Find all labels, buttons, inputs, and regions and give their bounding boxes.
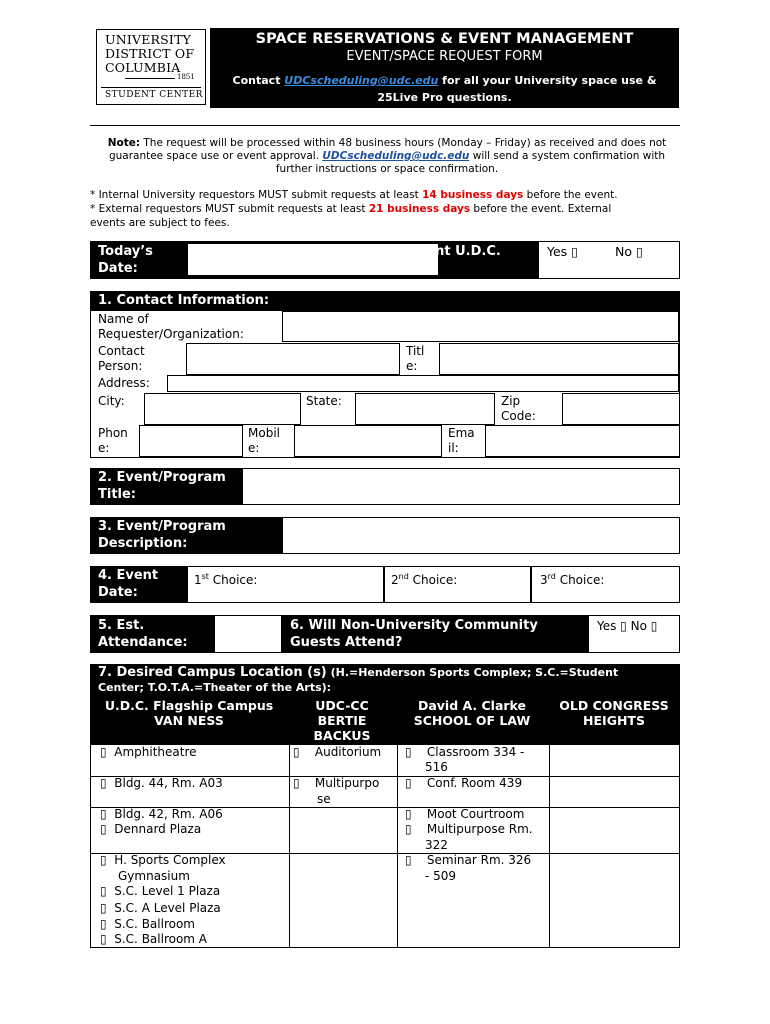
location-label: Auditorium — [314, 745, 382, 759]
backus-header — [288, 698, 396, 743]
note-email-link[interactable]: UDCscheduling@udc.edu — [322, 150, 470, 162]
affiliated-label-1: Is This Event U.D.C. — [357, 244, 501, 259]
event-title-input[interactable] — [242, 468, 680, 505]
backus-header-1: UDC-CC — [315, 698, 369, 713]
law-item-continued: 322 — [425, 838, 448, 852]
location-label: Dennard Plaza — [114, 822, 202, 836]
affiliated-no-label: No — [615, 244, 636, 259]
old-congress-header — [548, 698, 680, 728]
event-description-label-2: Description: — [98, 536, 188, 551]
old-congress-header-2: HEIGHTS — [583, 713, 645, 728]
checkbox-icon[interactable]: ▯ — [293, 745, 300, 759]
checkbox-icon[interactable]: ▯ — [405, 807, 412, 821]
guests-label-2: Guests Attend? — [290, 635, 403, 650]
guests-options[interactable] — [588, 615, 680, 653]
affiliated-no-option[interactable] — [615, 243, 643, 260]
contact-section-body — [90, 310, 680, 458]
location-label: S.C. A Level Plaza — [114, 901, 221, 915]
location-label: Amphitheatre — [114, 745, 197, 759]
logo-year: 1851 — [177, 73, 195, 81]
choice-3-num: 3 — [540, 573, 548, 587]
external-prefix: * External requestors MUST submit requests at least — [90, 203, 369, 215]
checkbox-icon[interactable]: ▯ — [100, 822, 107, 836]
backus-header-2: BERTIE — [317, 713, 367, 728]
location-label: Multipurpo — [314, 776, 380, 790]
contact-line-2: 25Live Pro questions. — [377, 91, 512, 104]
note-text-1: The request will be processed within 48 business hours (Monday – Friday) as received and does not guarantee space use or event approval. — [108, 137, 667, 162]
location-label: Classroom 334 - — [426, 745, 525, 759]
note-text-2: will send a system confirmation with further instructions or space confirmation. — [275, 150, 666, 175]
location-section-note: (H.=Henderson Sports Complex; S.C.=Student — [326, 666, 619, 679]
checkbox-icon[interactable]: ▯ — [405, 822, 412, 836]
logo-student-center: STUDENT CENTER — [105, 90, 203, 100]
zip-label-2: Code: — [501, 409, 536, 423]
backus-header-3: BACKUS — [313, 728, 371, 743]
internal-requirement — [90, 189, 680, 203]
backus-item-continued: se — [317, 792, 331, 806]
location-label: Bldg. 42, Rm. A06 — [114, 807, 223, 821]
checkbox-icon[interactable]: ▯ — [100, 807, 107, 821]
location-label: Bldg. 44, Rm. A03 — [114, 776, 223, 790]
header-divider — [90, 125, 680, 126]
choice-2-sup: nd — [398, 572, 409, 581]
van-ness-item[interactable] — [100, 901, 221, 917]
external-suffix: before the event. External — [470, 203, 612, 215]
mobile-input[interactable] — [294, 425, 442, 457]
internal-prefix: * Internal University requestors MUST submit requests at least — [90, 189, 423, 201]
logo-line-1: UNIVERSITY — [105, 32, 192, 47]
state-input[interactable] — [355, 393, 495, 425]
mobile-label — [248, 426, 280, 456]
choice-2-text: Choice: — [408, 573, 458, 587]
logo-rule — [125, 78, 175, 79]
event-date-label — [98, 567, 158, 601]
affiliated-label — [357, 243, 501, 277]
event-date-label-2: Date: — [98, 585, 138, 600]
internal-suffix: before the event. — [523, 189, 618, 201]
choice-1-num: 1 — [194, 573, 202, 587]
checkbox-icon[interactable]: ▯ — [405, 853, 412, 867]
attendance-label — [98, 617, 188, 651]
attendance-row — [90, 615, 680, 653]
city-label: City: — [98, 394, 125, 408]
guests-label — [290, 617, 538, 651]
date-choice-3-label — [540, 568, 604, 589]
location-section-header — [90, 664, 680, 696]
title-label-2: e: — [406, 359, 418, 373]
van-ness-header-1: U.D.C. Flagship Campus — [104, 698, 274, 713]
attendance-input[interactable] — [214, 615, 282, 653]
header-band — [210, 28, 679, 108]
address-label: Address: — [98, 376, 150, 390]
contact-section-header — [90, 291, 680, 310]
checkbox-icon[interactable]: ▯ — [405, 776, 412, 790]
external-requirement — [90, 203, 680, 230]
event-description-input[interactable] — [282, 517, 680, 554]
checkbox-icon[interactable]: ▯ — [405, 745, 412, 759]
phone-label — [98, 426, 128, 456]
law-item-continued: - 509 — [425, 869, 457, 883]
title-label — [406, 344, 424, 374]
law-item[interactable] — [405, 853, 531, 869]
location-label: S.C. Level 1 Plaza — [114, 884, 221, 898]
location-label: S.C. Ballroom A — [114, 932, 208, 946]
location-column-headers — [90, 696, 680, 745]
checkbox-icon[interactable]: ▯ — [100, 776, 107, 790]
law-item[interactable] — [405, 822, 533, 838]
date-choice-1-label — [194, 568, 257, 589]
event-title-row — [90, 468, 680, 505]
date-choice-1[interactable] — [187, 566, 384, 603]
affiliated-no-checkbox[interactable]: ▯ — [635, 244, 643, 259]
event-title-label — [98, 469, 226, 503]
checkbox-icon[interactable]: ▯ — [100, 745, 107, 759]
affiliated-yes-label: Yes — [547, 244, 572, 259]
contact-line — [210, 72, 679, 106]
law-header — [396, 698, 548, 728]
attendance-label-1: 5. Est. — [98, 618, 145, 633]
form-main-title: SPACE RESERVATIONS & EVENT MANAGEMENT — [255, 31, 634, 47]
name-label-1: Name of — [98, 312, 149, 326]
law-header-1: David A. Clarke — [417, 698, 527, 713]
affiliated-yes-option[interactable] — [547, 243, 578, 260]
name-label — [98, 312, 244, 342]
name-label-2: Requester/Organization: — [98, 327, 244, 341]
external-line-2: events are subject to fees. — [90, 216, 230, 229]
contact-section-title: 1. Contact Information: — [98, 293, 270, 308]
phone-label-2: e: — [98, 441, 110, 455]
contact-person-label-2: Person: — [98, 359, 143, 373]
van-ness-item[interactable] — [100, 776, 223, 792]
van-ness-item[interactable] — [100, 884, 220, 900]
old-congress-header-1: OLD CONGRESS — [559, 698, 669, 713]
law-item[interactable] — [405, 745, 524, 761]
zip-input[interactable] — [562, 393, 679, 425]
processing-note — [92, 137, 682, 176]
internal-days: 14 business days — [422, 189, 524, 201]
mobile-label-2: e: — [248, 441, 260, 455]
guests-label-1: 6. Will Non-University Community — [290, 618, 538, 633]
law-item[interactable] — [405, 776, 522, 792]
location-section-title: 7. Desired Campus Location (s) — [98, 665, 327, 680]
van-ness-item[interactable] — [100, 932, 207, 948]
location-label: Seminar Rm. 326 — [426, 853, 532, 867]
event-title-label-1: 2. Event/Program — [98, 470, 226, 485]
email-label-2: il: — [448, 441, 459, 455]
checkbox-icon[interactable]: ▯ — [100, 884, 107, 898]
event-title-label-2: Title: — [98, 487, 137, 502]
van-ness-item-continued: Gymnasium — [118, 869, 190, 883]
law-item[interactable] — [405, 807, 524, 823]
phone-label-1: Phon — [98, 426, 128, 440]
contact-suffix: for all your University space use & — [438, 74, 657, 87]
logo-divider — [101, 87, 201, 88]
checkbox-icon[interactable]: ▯ — [293, 776, 300, 790]
event-description-label-1: 3. Event/Program — [98, 519, 226, 534]
external-days: 21 business days — [368, 203, 471, 215]
guests-yes-no[interactable]: Yes ▯ No ▯ — [597, 619, 658, 633]
state-label: State: — [306, 394, 342, 408]
affiliated-options — [538, 241, 680, 279]
van-ness-item[interactable] — [100, 822, 201, 838]
date-choice-2-label — [391, 568, 457, 589]
event-description-row — [90, 517, 680, 554]
todays-date-label — [98, 243, 153, 277]
affiliated-label-2: Affiliated? — [357, 261, 432, 276]
phone-input[interactable] — [139, 425, 243, 457]
event-description-label — [98, 518, 226, 552]
zip-label — [501, 394, 536, 424]
contact-prefix: Contact — [232, 74, 285, 87]
form-subtitle: EVENT/SPACE REQUEST FORM — [346, 49, 543, 64]
email-label-1: Ema — [448, 426, 475, 440]
van-ness-item[interactable] — [100, 853, 226, 869]
law-header-2: SCHOOL OF LAW — [413, 713, 531, 728]
checkbox-icon[interactable]: ▯ — [100, 932, 107, 946]
date-affiliation-row — [90, 241, 680, 279]
scheduling-email-link[interactable]: UDCscheduling@udc.edu — [284, 74, 439, 87]
zip-label-1: Zip — [501, 394, 521, 408]
backus-item[interactable] — [293, 776, 379, 792]
logo-line-2: DISTRICT OF — [105, 46, 195, 61]
event-date-label-1: 4. Event — [98, 568, 159, 583]
location-label: Moot Courtroom — [426, 807, 525, 821]
checkbox-icon[interactable]: ▯ — [100, 853, 107, 867]
city-input[interactable] — [144, 393, 301, 425]
location-section-note-2: Center; T.O.T.A.=Theater of the Arts): — [98, 681, 332, 694]
law-item-continued: 516 — [425, 760, 448, 774]
location-label: S.C. Ballroom — [114, 917, 195, 931]
event-date-row — [90, 566, 680, 603]
choice-3-sup: rd — [547, 572, 556, 581]
note-label: Note: — [107, 137, 141, 149]
checkbox-icon[interactable]: ▯ — [100, 917, 107, 931]
requester-name-input[interactable] — [282, 311, 679, 342]
contact-person-label-1: Contact — [98, 344, 145, 358]
checkbox-icon[interactable]: ▯ — [100, 901, 107, 915]
location-label: Multipurpose Rm. — [426, 822, 533, 836]
email-label — [448, 426, 475, 456]
van-ness-item[interactable] — [100, 807, 223, 823]
choice-1-sup: st — [201, 572, 209, 581]
affiliated-yes-checkbox[interactable]: ▯ — [571, 244, 579, 259]
contact-person-label — [98, 344, 145, 374]
logo-line-3: COLUMBIA — [105, 60, 181, 75]
van-ness-item[interactable] — [100, 745, 197, 761]
title-input[interactable] — [439, 343, 679, 375]
location-section-title-block — [98, 665, 618, 695]
mobile-label-1: Mobil — [248, 426, 280, 440]
choice-1-text: Choice: — [208, 573, 258, 587]
van-ness-header — [90, 698, 288, 728]
date-choice-3[interactable] — [531, 566, 680, 603]
location-label: Conf. Room 439 — [426, 776, 523, 790]
university-logo — [96, 29, 206, 105]
choice-3-text: Choice: — [555, 573, 605, 587]
contact-person-input[interactable] — [186, 343, 400, 375]
van-ness-item[interactable] — [100, 917, 195, 933]
email-input[interactable] — [485, 425, 680, 457]
title-label-1: Titl — [406, 344, 425, 358]
date-choice-2[interactable] — [384, 566, 531, 603]
location-label: H. Sports Complex — [114, 853, 226, 867]
attendance-label-2: Attendance: — [98, 635, 188, 650]
address-input[interactable] — [167, 375, 679, 392]
backus-item[interactable] — [293, 745, 381, 761]
choice-2-num: 2 — [391, 573, 399, 587]
todays-date-label-1: Today’s — [98, 244, 153, 259]
van-ness-header-2: VAN NESS — [154, 713, 224, 728]
todays-date-label-2: Date: — [98, 261, 138, 276]
